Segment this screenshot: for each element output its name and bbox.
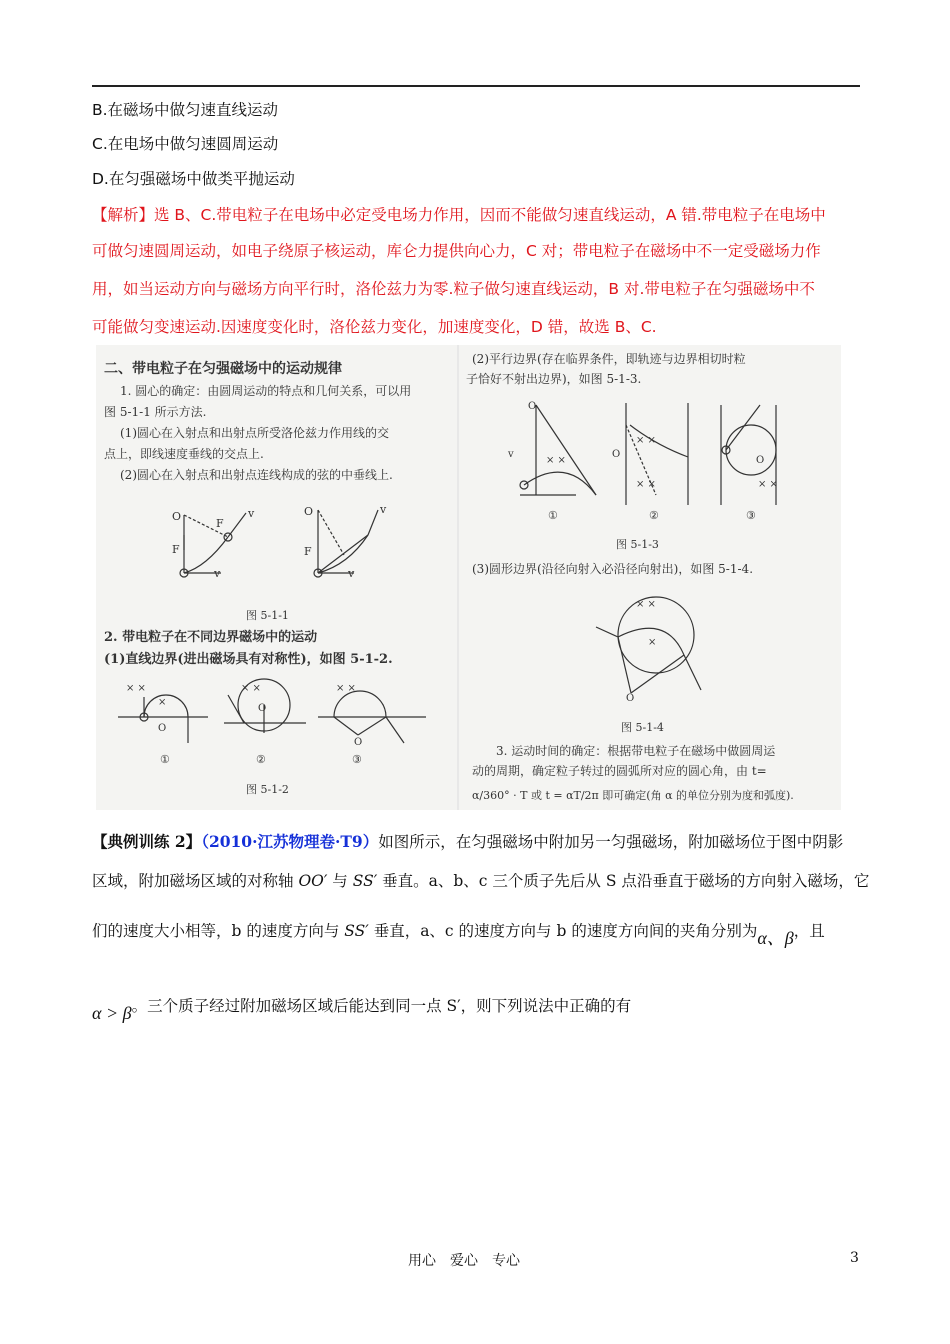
svg-text:②: ② — [256, 753, 266, 766]
svg-text:× ×: × × — [636, 599, 656, 610]
fig-left-p2b: 点上，即线速度垂线的交点上. — [104, 447, 264, 461]
fig-label-v3: v — [380, 503, 387, 516]
svg-text:③: ③ — [746, 509, 756, 522]
svg-text:O: O — [756, 455, 765, 466]
analysis-line-4: 可能做匀变速运动.因速度变化时，洛伦兹力变化，加速度变化，D 错，故选 B、C. — [92, 318, 657, 336]
example-line-1 — [92, 832, 843, 852]
fig-label-f1: F — [216, 517, 224, 530]
fig-right-p3c: α/360° · T 或 t = αT/2π 即可确定(角 α 的单位分别为度和弧度). — [472, 789, 794, 802]
example-line-4: α > β。三个质子经过附加磁场区域后能达到同一点 S′，则下列说法中正确的有 — [92, 997, 632, 1023]
fig-label-o1: O — [172, 510, 182, 523]
svg-text:v: v — [508, 449, 514, 460]
fig-label-v2: v — [214, 567, 221, 580]
greek-alpha-beta: α、β — [757, 928, 794, 948]
fig-right-p3b: 动的周期，确定粒子转过的圆弧所对应的圆心角，由 t= — [472, 764, 767, 778]
fig-label-v1: v — [248, 507, 255, 520]
fig-left-heading: 二、带电粒子在匀强磁场中的运动规律 — [104, 361, 342, 377]
option-d: D.在匀强磁场中做类平抛运动 — [92, 170, 295, 188]
textbook-figure — [96, 345, 841, 810]
svg-text:× ×: × × — [758, 479, 778, 490]
svg-text:×: × — [648, 637, 657, 648]
svg-text:× ×: × × — [126, 683, 146, 694]
fig-label-v4: v — [348, 567, 355, 580]
fig-label-o2: O — [304, 505, 314, 518]
fig-left-p1a: 1. 圆心的确定：由圆周运动的特点和几何关系，可以用 — [120, 384, 412, 398]
fig-left-sub1: (1)直线边界(进出磁场具有对称性)，如图 5-1-2. — [104, 652, 393, 667]
option-c: C.在电场中做匀速圆周运动 — [92, 135, 279, 153]
fig-left-p1b: 图 5-1-1 所示方法. — [104, 405, 207, 419]
example-source: （2010·江苏物理卷·T9） — [201, 832, 379, 851]
analysis-line-3: 用，如当运动方向与磁场方向平行时，洛伦兹力为零.粒子做匀速直线运动，B 对.带电粒子在匀强磁场中不 — [92, 280, 815, 298]
svg-text:O: O — [626, 693, 635, 704]
fig-caption-5-1-1: 图 5-1-1 — [246, 609, 289, 622]
fig-right-p3a: 3. 运动时间的确定：根据带电粒子在磁场中做圆周运 — [496, 744, 776, 758]
svg-text:②: ② — [649, 509, 659, 522]
svg-text:× ×: × × — [336, 683, 356, 694]
svg-text:× ×: × × — [636, 479, 656, 490]
svg-text:①: ① — [548, 509, 558, 522]
fig-right-p2: (3)圆形边界(沿径向射入必沿径向射出)，如图 5-1-4. — [472, 562, 754, 576]
option-b: B.在磁场中做匀速直线运动 — [92, 101, 279, 119]
svg-text:O: O — [158, 723, 167, 734]
fig-label-f2: F — [172, 543, 180, 556]
svg-text:①: ① — [160, 753, 170, 766]
example-line-2: 区域，附加磁场区域的对称轴 OO′ 与 SS′ 垂直。a、b、c 三个质子先后从 S 点沿垂直于磁场的方向射入磁场，它 — [92, 872, 870, 890]
svg-text:× ×: × × — [241, 683, 261, 694]
fig-caption-5-1-3: 图 5-1-3 — [616, 538, 659, 551]
svg-text:× ×: × × — [546, 455, 566, 466]
fig-caption-5-1-2: 图 5-1-2 — [246, 783, 289, 796]
example-line1-text: 如图所示，在匀强磁场中附加另一匀强磁场，附加磁场位于图中阴影 — [378, 833, 844, 851]
page-number: 3 — [850, 1250, 859, 1266]
fig-5-1-1-left — [180, 513, 246, 577]
alpha-gt-beta: α > β — [92, 1003, 132, 1023]
svg-text:×: × — [158, 697, 167, 708]
fig-right-p1b: 子恰好不射出边界)，如图 5-1-3. — [466, 372, 642, 386]
svg-text:③: ③ — [352, 753, 362, 766]
example-label: 【典例训练 2】 — [92, 832, 202, 851]
footer-slogan: 用心 爱心 专心 — [408, 1253, 520, 1269]
svg-text:× ×: × × — [636, 435, 656, 446]
fig-right-p1a: (2)平行边界(存在临界条件，即轨迹与边界相切时粒 — [472, 352, 746, 366]
example-line-3: 们的速度大小相等，b 的速度方向与 SS′ 垂直，a、c 的速度方向与 b 的速度方向间的夹角分别为α、β，且 — [92, 922, 825, 948]
analysis-line-1: 【解析】选 B、C.带电粒子在电场中必定受电场力作用，因而不能做匀速直线运动，A 错.带电粒子在电场中 — [92, 206, 826, 224]
fig-label-f3: F — [304, 545, 312, 558]
fig-left-heading2: 2. 带电粒子在不同边界磁场中的运动 — [104, 630, 318, 645]
header-rule — [92, 85, 860, 87]
fig-caption-5-1-4: 图 5-1-4 — [621, 721, 664, 734]
analysis-line-2: 可做匀速圆周运动，如电子绕原子核运动，库仑力提供向心力，C 对；带电粒子在磁场中不一定受磁场力作 — [92, 242, 821, 260]
svg-text:O: O — [612, 449, 621, 460]
svg-text:O: O — [354, 737, 363, 748]
svg-text:O: O — [528, 401, 537, 412]
svg-text:O: O — [258, 703, 267, 714]
fig-left-p2a: (1)圆心在入射点和出射点所受洛伦兹力作用线的交 — [120, 426, 389, 440]
fig-left-p3: (2)圆心在入射点和出射点连线构成的弦的中垂线上. — [120, 468, 393, 482]
fig-5-1-1-right — [314, 510, 378, 577]
